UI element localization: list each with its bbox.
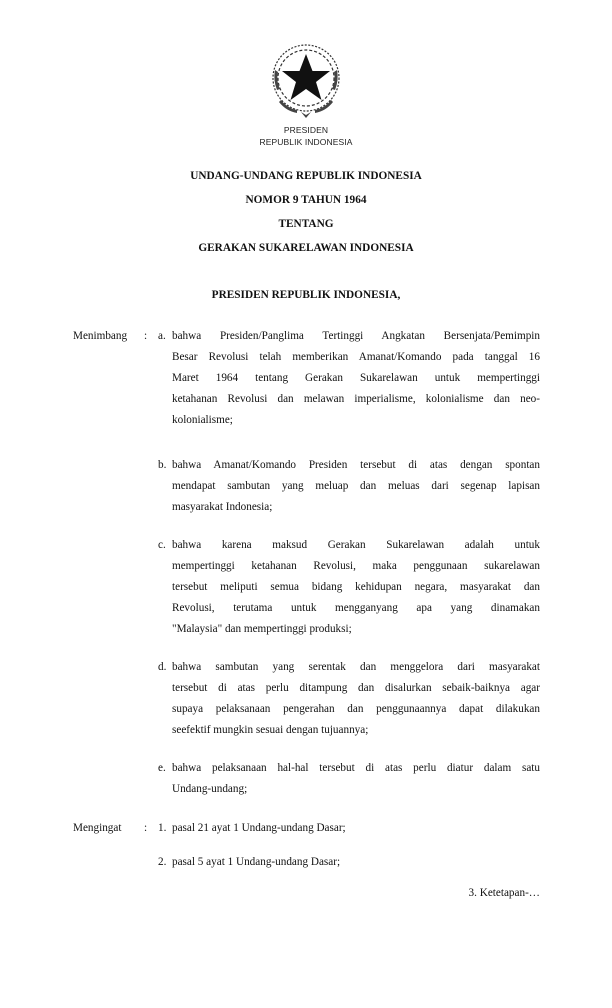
menimbang-item-a <box>172 326 540 431</box>
mengingat-colon: : <box>144 822 148 834</box>
law-tentang: TENTANG <box>278 218 334 230</box>
law-number: NOMOR 9 TAHUN 1964 <box>245 194 367 206</box>
menimbang-marker-c: c. <box>158 539 166 551</box>
law-subject: GERAKAN SUKARELAWAN INDONESIA <box>198 242 414 254</box>
menimbang-item-c <box>172 535 540 640</box>
text-line: "Malaysia" dan mempertinggi produksi; <box>172 623 352 635</box>
text-line: bahwa Amanat/Komando Presiden tersebut di atas dengan spontan <box>172 459 540 471</box>
text-line: tersebut di atas perlu ditampung dan disalurkan sebaik-baiknya agar <box>172 682 540 694</box>
text-line: mendapat sambutan yang meluap dan meluas dari segenap lapisan <box>172 480 540 492</box>
text-line: masyarakat Indonesia; <box>172 501 273 513</box>
menimbang-label: Menimbang <box>73 330 128 342</box>
menimbang-item-e <box>172 758 540 800</box>
mengingat-marker-2: 2. <box>158 856 167 868</box>
text-line: seefektif mungkin sesuai dengan tujuannya; <box>172 724 369 736</box>
text-line: Besar Revolusi telah memberikan Amanat/Komando pada tanggal 16 <box>172 351 540 363</box>
issuer-heading: PRESIDEN REPUBLIK INDONESIA, <box>211 289 401 301</box>
text-line: kolonialisme; <box>172 414 233 426</box>
mengingat-item-2 <box>172 852 540 873</box>
text-line: supaya pelaksanaan pengerahan dan penggunaannya dapat dilakukan <box>172 703 540 715</box>
text-line: mempertinggi ketahanan Revolusi, maka penggunaan sukarelawan <box>172 560 540 572</box>
text-line: pasal 5 ayat 1 Undang-undang Dasar; <box>172 856 341 868</box>
menimbang-marker-b: b. <box>158 459 167 471</box>
menimbang-item-d <box>172 657 540 741</box>
presidential-emblem-icon <box>267 40 345 122</box>
text-line: bahwa pelaksanaan hal-hal tersebut di atas perlu diatur dalam satu <box>172 762 540 774</box>
law-title: UNDANG-UNDANG REPUBLIK INDONESIA <box>190 170 422 182</box>
text-line: pasal 21 ayat 1 Undang-undang Dasar; <box>172 822 346 834</box>
menimbang-marker-e: e. <box>158 762 166 774</box>
text-line: tersebut meliputi semua bidang kehidupan negara, masyarakat dan <box>172 581 540 593</box>
mengingat-label: Mengingat <box>73 822 122 834</box>
text-line: Undang-undang; <box>172 783 248 795</box>
page-continuation-catchword: 3. Ketetapan-… <box>468 887 540 899</box>
menimbang-item-b <box>172 455 540 518</box>
mengingat-item-1 <box>172 818 540 839</box>
emblem-caption-republik: REPUBLIK INDONESIA <box>259 137 353 147</box>
emblem-caption-presiden: PRESIDEN <box>283 125 329 135</box>
text-line: ketahanan Revolusi dan melawan imperialisme, kolonialisme dan neo- <box>172 393 540 405</box>
text-line: bahwa Presiden/Panglima Tertinggi Angkatan Bersenjata/Pemimpin <box>172 330 540 342</box>
mengingat-marker-1: 1. <box>158 822 167 834</box>
text-line: Maret 1964 tentang Gerakan Sukarelawan untuk mempertinggi <box>172 372 540 384</box>
text-line: bahwa karena maksud Gerakan Sukarelawan adalah untuk <box>172 539 540 551</box>
menimbang-marker-a: a. <box>158 330 166 342</box>
menimbang-colon: : <box>144 330 148 342</box>
text-line: Revolusi, terutama untuk mengganyang apa yang dinamakan <box>172 602 540 614</box>
text-line: bahwa sambutan yang serentak dan menggelora dari masyarakat <box>172 661 540 673</box>
menimbang-marker-d: d. <box>158 661 167 673</box>
